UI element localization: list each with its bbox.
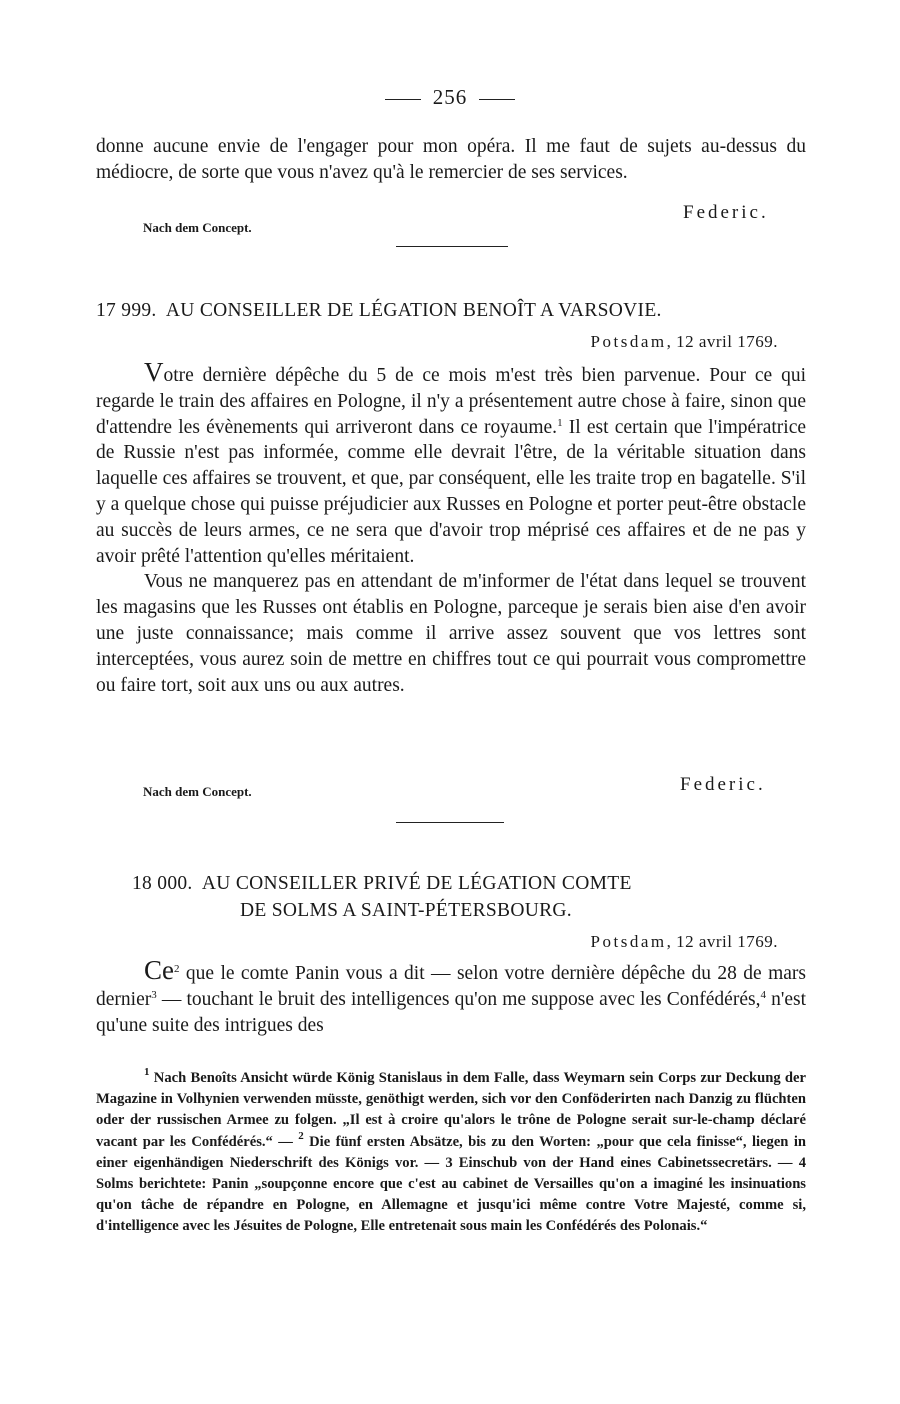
footnote-1-marker: 1	[144, 1066, 150, 1078]
footnote-3-text: Einschub von der Hand eines Cabinetssecretärs. —	[452, 1154, 799, 1171]
letter-18000-number: 18 000.	[132, 873, 193, 894]
letter-17999-paragraph-1	[96, 357, 807, 569]
carryover-signature: Federic.	[683, 202, 769, 223]
letter-18000-paragraph-1-c: n'est qu'une suite des intrigues des	[96, 988, 806, 1036]
footnote-ref-1: 1	[557, 416, 563, 429]
carryover-paragraph: donne aucune envie de l'engager pour mon opéra. Il me faut de sujets au-dessus du médiocre, de sorte que vous n'avez qu'à le remercier de ses services.	[96, 136, 806, 183]
footnote-4-marker: 4	[798, 1154, 806, 1171]
letter-17999-number: 17 999.	[96, 300, 157, 321]
letter-17999-heading	[96, 300, 662, 322]
page-number-text: 256	[432, 85, 468, 109]
letter-18000-heading-line-1	[132, 873, 632, 895]
carryover-block	[96, 134, 806, 186]
carryover-source-note: Nach dem Concept.	[143, 220, 252, 235]
page-number-right-rule	[479, 99, 515, 100]
letter-18000-body	[96, 955, 806, 1038]
page-number-left-rule	[385, 99, 421, 100]
footnote-3-marker: 3	[445, 1154, 453, 1171]
footnote-ref-3: 3	[151, 988, 157, 1001]
section-divider-1	[396, 246, 508, 247]
letter-17999-paragraph-1-b: Il est certain que l'impératrice de Russie n'est pas informée, comme elle devrait l'être, de la véritable situation dans laquelle ces affaires se trouvent, et que, par conséquent, elle les traite trop en bagatelle. S'il y a quelque chose qui puisse préjudicier aux Russes en Pologne et porter peut-être obstacle au succès de leurs armes, ce ne sera que d'avoir trop méprisé ces affaires et de ne pas y avoir prêté l'attention qu'elles méritaient.	[96, 416, 807, 567]
letter-18000-dateline	[591, 932, 778, 952]
footnote-2-text: Die fünf ersten Absätze, bis zu den Worten: „pour que cela finisse“, liegen in einer eigenhändigen Niederschrift des Königs vor. —	[96, 1133, 806, 1171]
section-divider-2	[396, 822, 504, 823]
letter-18000-paragraph-1-b: — touchant le bruit des intelligences qu'on me suppose avec les Confédérés,	[156, 988, 761, 1010]
letter-17999-date: , 12 avril 1769.	[666, 332, 778, 351]
letter-18000-title-line-1: AU CONSEILLER PRIVÉ DE LÉGATION COMTE	[201, 873, 632, 894]
letter-18000-paragraph-1	[96, 955, 806, 1038]
footnotes	[96, 1068, 806, 1238]
footnote-ref-2: 2	[174, 963, 180, 975]
letter-17999-body	[96, 357, 807, 698]
page-number	[0, 85, 900, 110]
letter-18000-paragraph-1-a: que le comte Panin vous a dit — selon votre dernière dépêche du 28 de mars dernier	[96, 963, 806, 1010]
letter-18000-title-line-2: DE SOLMS A SAINT-PÉTERSBOURG.	[240, 900, 572, 921]
letter-17999-paragraph-1-a: otre dernière dépêche du 5 de ce mois m'est très bien parvenue. Pour ce qui regarde le train des affaires en Pologne, il n'y a présentement autre chose à faire, sinon que d'attendre les évènements qui arriveront dans ce royaume.	[96, 365, 806, 438]
letter-18000-place: Potsdam	[590, 932, 667, 951]
footnote-1-text: Nach Benoîts Ansicht würde König Stanislaus in dem Falle, dass Weymarn sein Corps zur Deckung der Magazine in Volhynien verwenden müsste, genöthigt werden, sich vor den Conföderirten nach Danzig zu flüchten oder der russischen Armee zu folgen. „Il est à croire qu'alors le trône de Pologne serait sur-le-champ déclaré vacant par les Confédérés.“ —	[96, 1070, 806, 1150]
letter-17999-paragraph-2: Vous ne manquerez pas en attendant de m'informer de l'état dans lequel se trouvent les magasins que les Russes ont établis en Pologne, parceque je serais bien aise d'en avoir une juste connaissance; mais comme il arrive assez souvent que vos lettres sont interceptées, vous aurez soin de mettre en chiffres tout ce qui pourrait vous compromettre ou faire tort, soit aux uns ou aux autres.	[96, 571, 806, 696]
footnote-4-text: Solms berichtete: Panin „soupçonne encore que c'est au cabinet de Versailles qu'on a imaginé les insinuations qu'on tâche de répandre en Pologne, en Allemagne et jusqu'ici même contre Votre Majesté, comme si, d'intelligence avec les Jésuites de Pologne, Elle entretenait sous main les Confédérés des Polonais.“	[96, 1176, 806, 1235]
letter-17999-source-note: Nach dem Concept.	[143, 784, 252, 799]
letter-17999-place: Potsdam	[590, 332, 667, 351]
letter-17999-dateline	[591, 332, 778, 352]
letter-17999-signature: Federic.	[680, 774, 766, 795]
letter-18000-date: , 12 avril 1769.	[666, 932, 778, 951]
footnote-2-marker: 2	[298, 1129, 304, 1142]
letter-17999-title: AU CONSEILLER DE LÉGATION BENOÎT A VARSOVIE.	[165, 300, 662, 321]
letter-17999-initial: V	[144, 357, 164, 387]
footnote-ref-4: 4	[760, 988, 766, 1001]
letter-18000-initial: Ce	[144, 955, 174, 985]
